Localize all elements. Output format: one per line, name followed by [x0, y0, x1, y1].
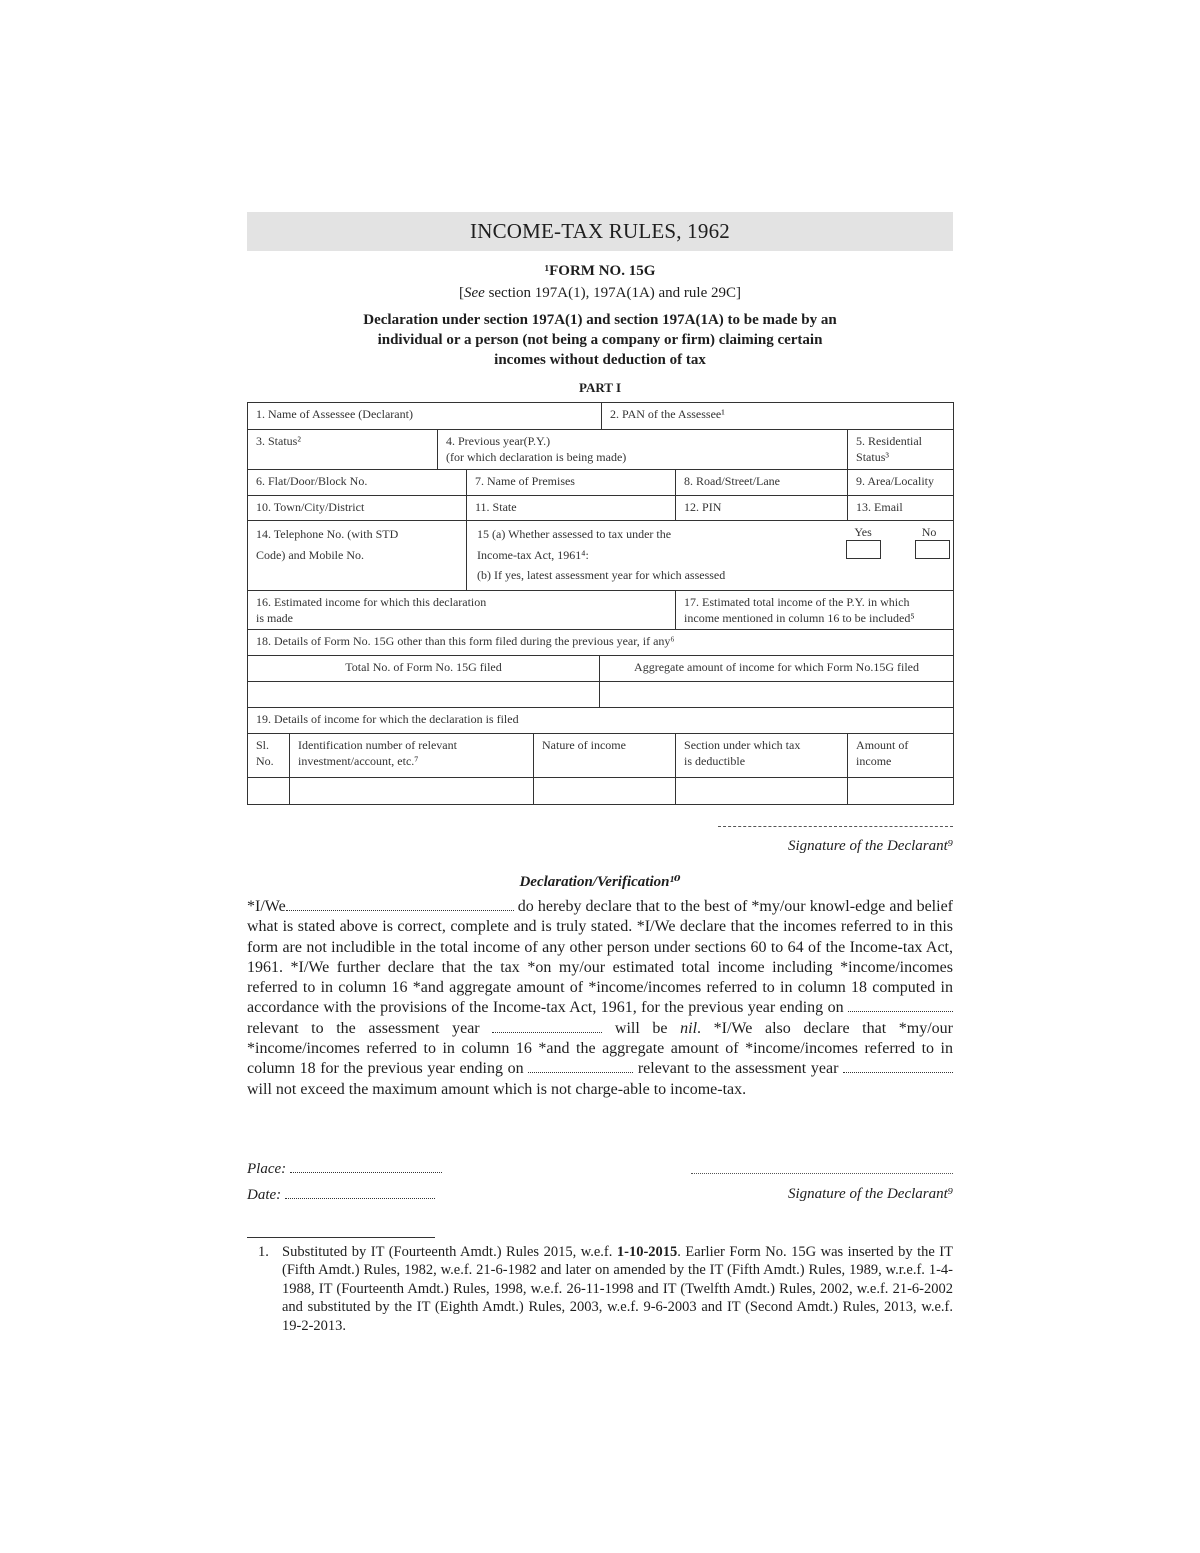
- field-previous-year-note: (for which declaration is being made): [446, 450, 627, 464]
- yes-checkbox[interactable]: [846, 540, 881, 559]
- footnote-text-a: Substituted by IT (Fourteenth Amdt.) Rules 2015, w.e.f.: [282, 1244, 617, 1260]
- footnote-divider: [247, 1237, 435, 1238]
- assessment-year-blank-1[interactable]: [492, 1020, 602, 1033]
- field-state[interactable]: 11. State: [467, 496, 676, 521]
- see-section-line: [247, 285, 953, 302]
- place-row: [247, 1160, 442, 1178]
- field-name-of-premises[interactable]: 7. Name of Premises: [467, 470, 676, 496]
- cell-nature-of-income[interactable]: [534, 778, 676, 805]
- verification-t2: do hereby declare that to the best of *my/our knowl-edge and belief what is stated above is correct, complete and is truly stated. *I/We declare that the incomes referred to in this form are not includible in the total income of any other person under sections 60 to 64 of the Income-tax Act, 1961. *I/We further declare that the tax *on my/our estimated total income including *income/incomes referred to in column 16 *and aggregate amount of *income/incomes referred to in column 18 computed in accordance with the provisions of the Income-tax Act, 1961, for the previous year ending on: [247, 898, 953, 1017]
- col-aggregate-income: Aggregate amount of income for which Form No.15G filed: [600, 656, 954, 682]
- signature-label-2: Signature of the Declarant⁹: [787, 1186, 953, 1202]
- field-form-15g-details: 18. Details of Form No. 15G other than this form filed during the previous year, if any⁶: [248, 630, 954, 656]
- form-page: [247, 212, 953, 805]
- field-telephone-line-1: 14. Telephone No. (with STD: [256, 527, 399, 541]
- field-flat-door-block[interactable]: 6. Flat/Door/Block No.: [248, 470, 467, 496]
- field-telephone-line-2: Code) and Mobile No.: [256, 548, 364, 562]
- field-pan[interactable]: 2. PAN of the Assessee¹: [602, 403, 954, 430]
- field-road-street-lane[interactable]: 8. Road/Street/Lane: [676, 470, 848, 496]
- cell-section[interactable]: [676, 778, 848, 805]
- verification-text: [247, 897, 953, 1100]
- col-total-forms-filed: Total No. of Form No. 15G filed: [248, 656, 600, 682]
- col-section-line-1: Section under which tax: [684, 738, 801, 752]
- assessed-question: [477, 524, 811, 566]
- field-previous-year-label: 4. Previous year(P.Y.): [446, 434, 551, 448]
- part-title: PART I: [578, 380, 622, 395]
- declaration-heading-line-3: incomes without deduction of tax: [494, 352, 706, 368]
- field-telephone[interactable]: [248, 521, 467, 591]
- form-number: ¹FORM NO. 15G: [544, 263, 656, 279]
- verification-t7: will not exceed the maximum amount which is not charge-able to income-tax.: [247, 1080, 747, 1098]
- field-estimated-income-line-1: 16. Estimated income for which this declaration: [256, 595, 487, 609]
- field-residential-status[interactable]: 5. Residential Status³: [848, 430, 954, 470]
- declaration-heading-line-2: individual or a person (not being a company or firm) claiming certain: [377, 332, 823, 348]
- col-section: [676, 734, 848, 778]
- assessed-question-line-1: 15 (a) Whether assessed to tax under the: [477, 527, 672, 541]
- cell-identification-number[interactable]: [290, 778, 534, 805]
- date-blank[interactable]: [285, 1186, 435, 1199]
- declaration-heading: [247, 310, 953, 370]
- footnote: [258, 1243, 953, 1335]
- field-email[interactable]: 13. Email: [848, 496, 954, 521]
- field-estimated-total-income-line-1: 17. Estimated total income of the P.Y. in which: [684, 595, 910, 609]
- footnote-text: [282, 1243, 953, 1335]
- rules-title-bar: [247, 212, 953, 251]
- field-estimated-income-line-2: is made: [256, 611, 293, 625]
- field-estimated-income[interactable]: [248, 591, 676, 630]
- assessed-latest-year[interactable]: (b) If yes, latest assessment year for which assessed: [477, 568, 726, 582]
- cell-aggregate-income-value[interactable]: [600, 682, 954, 708]
- previous-year-blank-2[interactable]: [528, 1060, 633, 1073]
- col-section-line-2: is deductible: [684, 754, 746, 768]
- verification-title: Declaration/Verification¹⁰: [519, 874, 681, 890]
- col-identification-number-line-2: investment/account, etc.⁷: [298, 754, 419, 768]
- field-income-details: 19. Details of income for which the declaration is filed: [248, 708, 954, 734]
- verification-nil: nil: [680, 1019, 698, 1037]
- place-label: Place:: [247, 1161, 287, 1177]
- no-label: No: [921, 525, 937, 539]
- assessment-year-blank-2[interactable]: [843, 1060, 953, 1073]
- yes-label: Yes: [854, 525, 872, 539]
- signature-line-2[interactable]: [691, 1173, 953, 1174]
- field-previous-year[interactable]: [438, 430, 848, 470]
- verification-t4: will be: [602, 1019, 681, 1037]
- declarant-name-blank[interactable]: [286, 898, 514, 911]
- see-prefix: [: [458, 285, 464, 301]
- cell-total-forms-value[interactable]: [248, 682, 600, 708]
- footnote-text-bold: 1-10-2015: [616, 1244, 678, 1260]
- verification-t6: relevant to the assessment year: [633, 1060, 839, 1078]
- place-blank[interactable]: [290, 1160, 442, 1173]
- declaration-heading-line-1: Declaration under section 197A(1) and section 197A(1A) to be made by an: [363, 312, 837, 328]
- cell-amount-of-income[interactable]: [848, 778, 954, 805]
- no-checkbox[interactable]: [915, 540, 950, 559]
- field-estimated-total-income[interactable]: [676, 591, 954, 630]
- col-identification-number-line-1: Identification number of relevant: [298, 738, 457, 752]
- footnote-number: 1.: [258, 1244, 269, 1260]
- col-serial-no-line-1: Sl.: [256, 738, 270, 752]
- field-area-locality[interactable]: 9. Area/Locality: [848, 470, 954, 496]
- assessed-question-line-2: Income-tax Act, 1961⁴:: [477, 548, 589, 562]
- date-row: [247, 1186, 435, 1204]
- no-option: [915, 524, 943, 566]
- verification-t3: relevant to the assessment year: [247, 1019, 480, 1037]
- verification-t5: . *I/We also declare that *my/our *income/incomes referred to in column 16 *and the aggregate amount of *income/incomes referred to in column 18 for the previous year ending on: [247, 1019, 954, 1078]
- see-italic: See: [463, 285, 485, 301]
- footnote-text-b: . Earlier Form No. 15G was inserted by the IT (Fifth Amdt.) Rules, 1982, w.e.f. 21-6-1982 and later on amended by the IT (Fifth Amdt.) Rules, 1989, w.r.e.f. 1-4-1988, IT (Fourteenth Amdt.) Rules, 1998, w.e.f. 26-11-1998 and IT (Twelfth Amdt.) Rules, 2002, w.e.f. 21-6-2002 and substituted by the IT (Eighth Amdt.) Rules, 2003, w.e.f. 9-6-2003 and IT (Second Amdt.) Rules, 2013, w.e.f. 19-2-2013.: [282, 1244, 953, 1334]
- assessed-question-row: [477, 524, 943, 566]
- field-estimated-total-income-line-2: income mentioned in column 16 to be included⁵: [684, 611, 915, 625]
- signature-line[interactable]: [718, 826, 953, 827]
- field-status[interactable]: 3. Status²: [248, 430, 438, 470]
- verification-t1: *I/We: [247, 898, 286, 915]
- col-amount-of-income: Amount of income: [848, 734, 954, 778]
- signature-label: Signature of the Declarant⁹: [787, 838, 953, 854]
- field-pin[interactable]: 12. PIN: [676, 496, 848, 521]
- col-nature-of-income: Nature of income: [534, 734, 676, 778]
- form-table: [247, 402, 954, 805]
- col-serial-no: [248, 734, 290, 778]
- field-name-of-assessee[interactable]: 1. Name of Assessee (Declarant): [248, 403, 602, 430]
- yes-option: [811, 524, 915, 566]
- col-identification-number: [290, 734, 534, 778]
- field-town-city-district[interactable]: 10. Town/City/District: [248, 496, 467, 521]
- see-rest: section 197A(1), 197A(1A) and rule 29C]: [484, 285, 742, 301]
- col-serial-no-line-2: No.: [256, 754, 274, 768]
- rules-title: INCOME-TAX RULES, 1962: [470, 219, 730, 243]
- date-label: Date:: [247, 1187, 282, 1203]
- cell-serial-no[interactable]: [248, 778, 290, 805]
- field-assessed-to-tax: [467, 521, 954, 591]
- previous-year-blank-1[interactable]: [848, 999, 953, 1012]
